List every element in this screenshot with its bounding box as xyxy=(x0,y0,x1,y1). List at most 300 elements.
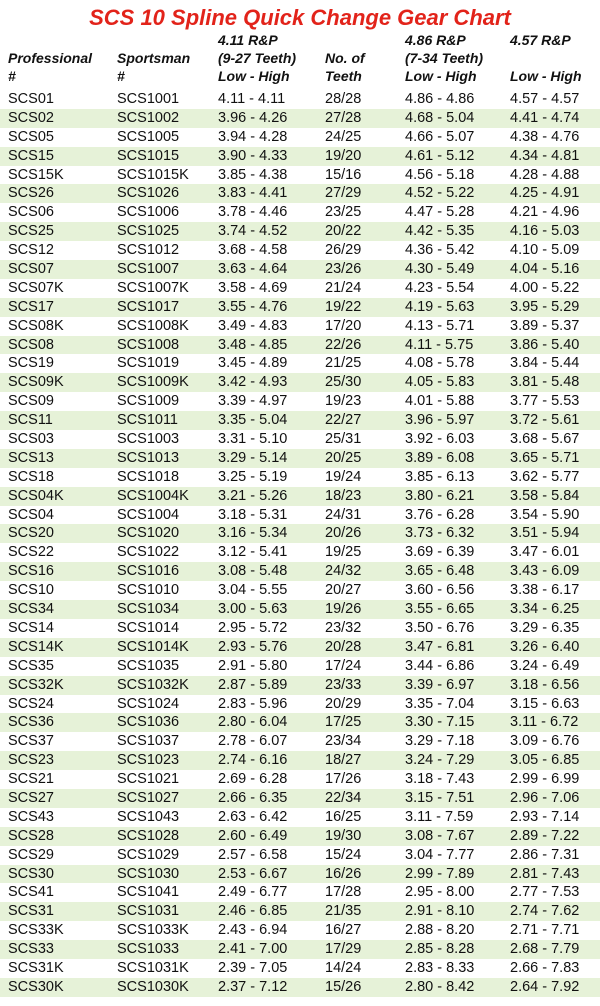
ratio-486-cell: 3.35 - 7.04 xyxy=(405,695,475,712)
professional-part-cell: SCS32K xyxy=(8,676,64,693)
ratio-411-cell: 3.85 - 4.38 xyxy=(218,166,288,183)
ratio-486-cell: 4.68 - 5.04 xyxy=(405,109,475,126)
teeth-count-cell: 16/27 xyxy=(325,922,362,939)
table-row xyxy=(0,846,600,865)
ratio-486-cell: 2.99 - 7.89 xyxy=(405,865,475,882)
table-row xyxy=(0,184,600,203)
ratio-486-cell: 3.08 - 7.67 xyxy=(405,827,475,844)
ratio-457-cell: 2.77 - 7.53 xyxy=(510,884,580,901)
ratio-486-cell: 4.52 - 5.22 xyxy=(405,185,475,202)
professional-part-cell: SCS19 xyxy=(8,355,54,372)
sportsman-part-cell: SCS1018 xyxy=(117,468,180,485)
ratio-457-cell: 3.81 - 5.48 xyxy=(510,374,580,391)
ratio-457-cell: 3.51 - 5.94 xyxy=(510,525,580,542)
sportsman-part-cell: SCS1009K xyxy=(117,374,189,391)
teeth-count-cell: 25/30 xyxy=(325,374,362,391)
sportsman-part-cell: SCS1026 xyxy=(117,185,180,202)
ratio-486-cell: 4.05 - 5.83 xyxy=(405,374,475,391)
header-line: # xyxy=(8,68,16,84)
ratio-411-cell: 3.31 - 5.10 xyxy=(218,431,288,448)
ratio-457-cell: 3.05 - 6.85 xyxy=(510,752,580,769)
professional-part-cell: SCS33K xyxy=(8,922,64,939)
teeth-count-cell: 20/28 xyxy=(325,638,362,655)
header-line: # xyxy=(117,68,125,84)
professional-part-cell: SCS30K xyxy=(8,978,64,995)
table-row xyxy=(0,940,600,959)
table-row xyxy=(0,128,600,147)
professional-part-cell: SCS13 xyxy=(8,449,54,466)
ratio-411-cell: 3.21 - 5.26 xyxy=(218,487,288,504)
teeth-count-cell: 22/34 xyxy=(325,789,362,806)
ratio-486-cell: 3.55 - 6.65 xyxy=(405,601,475,618)
table-row xyxy=(0,638,600,657)
teeth-count-cell: 21/25 xyxy=(325,355,362,372)
sportsman-part-cell: SCS1023 xyxy=(117,752,180,769)
ratio-457-cell: 3.58 - 5.84 xyxy=(510,487,580,504)
professional-part-cell: SCS17 xyxy=(8,298,54,315)
ratio-486-cell: 4.13 - 5.71 xyxy=(405,317,475,334)
ratio-486-cell: 3.73 - 6.32 xyxy=(405,525,475,542)
teeth-count-cell: 23/32 xyxy=(325,619,362,636)
ratio-411-cell: 3.45 - 4.89 xyxy=(218,355,288,372)
teeth-count-cell: 19/23 xyxy=(325,393,362,410)
ratio-486-cell: 4.36 - 5.42 xyxy=(405,242,475,259)
teeth-count-cell: 19/30 xyxy=(325,827,362,844)
teeth-count-cell: 15/16 xyxy=(325,166,362,183)
sportsman-part-cell: SCS1020 xyxy=(117,525,180,542)
ratio-411-cell: 3.04 - 5.55 xyxy=(218,582,288,599)
table-row xyxy=(0,827,600,846)
sportsman-part-cell: SCS1025 xyxy=(117,223,180,240)
ratio-457-cell: 3.65 - 5.71 xyxy=(510,449,580,466)
teeth-count-cell: 17/26 xyxy=(325,771,362,788)
ratio-411-cell: 3.90 - 4.33 xyxy=(218,147,288,164)
professional-part-cell: SCS29 xyxy=(8,846,54,863)
ratio-486-cell: 3.15 - 7.51 xyxy=(405,789,475,806)
sportsman-part-cell: SCS1033K xyxy=(117,922,189,939)
header-line: No. of xyxy=(325,50,365,66)
teeth-count-cell: 24/32 xyxy=(325,563,362,580)
header-line: Low - High xyxy=(510,68,582,84)
professional-part-cell: SCS12 xyxy=(8,242,54,259)
ratio-457-cell: 4.41 - 4.74 xyxy=(510,109,580,126)
teeth-count-cell: 23/25 xyxy=(325,204,362,221)
ratio-411-cell: 2.93 - 5.76 xyxy=(218,638,288,655)
table-row xyxy=(0,808,600,827)
ratio-486-cell: 3.92 - 6.03 xyxy=(405,431,475,448)
professional-part-cell: SCS15K xyxy=(8,166,64,183)
ratio-411-cell: 2.41 - 7.00 xyxy=(218,941,288,958)
ratio-411-cell: 3.63 - 4.64 xyxy=(218,261,288,278)
ratio-486-cell: 3.69 - 6.39 xyxy=(405,544,475,561)
sportsman-part-cell: SCS1007K xyxy=(117,279,189,296)
ratio-411-cell: 3.16 - 5.34 xyxy=(218,525,288,542)
ratio-486-cell: 3.04 - 7.77 xyxy=(405,846,475,863)
ratio-486-cell: 3.11 - 7.59 xyxy=(405,808,474,825)
teeth-count-cell: 24/25 xyxy=(325,128,362,145)
ratio-411-cell: 2.80 - 6.04 xyxy=(218,714,288,731)
ratio-457-cell: 3.89 - 5.37 xyxy=(510,317,580,334)
sportsman-part-cell: SCS1033 xyxy=(117,941,180,958)
ratio-411-cell: 3.83 - 4.41 xyxy=(218,185,288,202)
table-row xyxy=(0,222,600,241)
teeth-count-cell: 19/22 xyxy=(325,298,362,315)
ratio-411-cell: 2.66 - 6.35 xyxy=(218,789,288,806)
sportsman-part-cell: SCS1043 xyxy=(117,808,180,825)
table-row xyxy=(0,203,600,222)
table-row xyxy=(0,695,600,714)
ratio-486-cell: 3.39 - 6.97 xyxy=(405,676,475,693)
ratio-457-cell: 3.09 - 6.76 xyxy=(510,733,580,750)
teeth-count-cell: 20/27 xyxy=(325,582,362,599)
ratio-411-cell: 2.46 - 6.85 xyxy=(218,903,288,920)
ratio-411-cell: 2.39 - 7.05 xyxy=(218,959,288,976)
sportsman-part-cell: SCS1002 xyxy=(117,109,180,126)
table-row xyxy=(0,411,600,430)
teeth-count-cell: 15/26 xyxy=(325,978,362,995)
ratio-486-cell: 3.85 - 6.13 xyxy=(405,468,475,485)
header-sportsman xyxy=(117,30,227,90)
table-row xyxy=(0,166,600,185)
professional-part-cell: SCS24 xyxy=(8,695,54,712)
sportsman-part-cell: SCS1015K xyxy=(117,166,189,183)
table-row xyxy=(0,657,600,676)
ratio-457-cell: 3.24 - 6.49 xyxy=(510,657,580,674)
ratio-457-cell: 3.47 - 6.01 xyxy=(510,544,580,561)
professional-part-cell: SCS34 xyxy=(8,601,54,618)
teeth-count-cell: 16/25 xyxy=(325,808,362,825)
header-professional xyxy=(8,30,118,90)
sportsman-part-cell: SCS1011 xyxy=(117,412,178,429)
teeth-count-cell: 27/28 xyxy=(325,109,362,126)
professional-part-cell: SCS36 xyxy=(8,714,54,731)
ratio-411-cell: 3.78 - 4.46 xyxy=(218,204,288,221)
ratio-411-cell: 3.39 - 4.97 xyxy=(218,393,288,410)
header-line: 4.11 R&P xyxy=(218,32,278,48)
table-row xyxy=(0,336,600,355)
ratio-486-cell: 2.95 - 8.00 xyxy=(405,884,475,901)
professional-part-cell: SCS31K xyxy=(8,959,64,976)
teeth-count-cell: 17/24 xyxy=(325,657,362,674)
ratio-411-cell: 3.29 - 5.14 xyxy=(218,449,288,466)
ratio-411-cell: 2.74 - 6.16 xyxy=(218,752,288,769)
ratio-486-cell: 2.80 - 8.42 xyxy=(405,978,475,995)
sportsman-part-cell: SCS1032K xyxy=(117,676,189,693)
ratio-411-cell: 3.74 - 4.52 xyxy=(218,223,288,240)
ratio-457-cell: 2.99 - 6.99 xyxy=(510,771,580,788)
ratio-457-cell: 3.77 - 5.53 xyxy=(510,393,580,410)
ratio-457-cell: 4.00 - 5.22 xyxy=(510,279,580,296)
ratio-411-cell: 3.68 - 4.58 xyxy=(218,242,288,259)
table-row xyxy=(0,241,600,260)
ratio-457-cell: 2.89 - 7.22 xyxy=(510,827,580,844)
sportsman-part-cell: SCS1008 xyxy=(117,336,180,353)
ratio-486-cell: 4.19 - 5.63 xyxy=(405,298,475,315)
sportsman-part-cell: SCS1007 xyxy=(117,261,180,278)
professional-part-cell: SCS04 xyxy=(8,506,54,523)
professional-part-cell: SCS37 xyxy=(8,733,54,750)
ratio-457-cell: 3.54 - 5.90 xyxy=(510,506,580,523)
ratio-411-cell: 3.42 - 4.93 xyxy=(218,374,288,391)
teeth-count-cell: 19/25 xyxy=(325,544,362,561)
sportsman-part-cell: SCS1014 xyxy=(117,619,180,636)
ratio-411-cell: 3.18 - 5.31 xyxy=(218,506,288,523)
sportsman-part-cell: SCS1037 xyxy=(117,733,180,750)
header-line: Sportsman xyxy=(117,50,191,66)
table-row xyxy=(0,487,600,506)
professional-part-cell: SCS31 xyxy=(8,903,54,920)
sportsman-part-cell: SCS1008K xyxy=(117,317,189,334)
header-line: Low - High xyxy=(218,68,290,84)
sportsman-part-cell: SCS1021 xyxy=(117,771,180,788)
ratio-457-cell: 3.72 - 5.61 xyxy=(510,412,580,429)
ratio-411-cell: 2.69 - 6.28 xyxy=(218,771,288,788)
ratio-486-cell: 3.29 - 7.18 xyxy=(405,733,475,750)
table-row xyxy=(0,883,600,902)
teeth-count-cell: 28/28 xyxy=(325,91,362,107)
teeth-count-cell: 14/24 xyxy=(325,959,362,976)
ratio-457-cell: 4.28 - 4.88 xyxy=(510,166,580,183)
ratio-457-cell: 4.38 - 4.76 xyxy=(510,128,580,145)
table-row xyxy=(0,468,600,487)
professional-part-cell: SCS35 xyxy=(8,657,54,674)
table-row xyxy=(0,354,600,373)
ratio-486-cell: 4.56 - 5.18 xyxy=(405,166,475,183)
table-row xyxy=(0,109,600,128)
ratio-411-cell: 2.95 - 5.72 xyxy=(218,619,288,636)
professional-part-cell: SCS30 xyxy=(8,865,54,882)
table-row xyxy=(0,392,600,411)
page-title: SCS 10 Spline Quick Change Gear Chart xyxy=(89,5,511,30)
ratio-411-cell: 2.78 - 6.07 xyxy=(218,733,288,750)
sportsman-part-cell: SCS1005 xyxy=(117,128,180,145)
ratio-411-cell: 4.11 - 4.11 xyxy=(218,91,286,107)
ratio-486-cell: 3.89 - 6.08 xyxy=(405,449,475,466)
ratio-457-cell: 2.93 - 7.14 xyxy=(510,808,580,825)
ratio-457-cell: 4.10 - 5.09 xyxy=(510,242,580,259)
professional-part-cell: SCS03 xyxy=(8,431,54,448)
ratio-486-cell: 4.11 - 5.75 xyxy=(405,336,474,353)
ratio-486-cell: 3.60 - 6.56 xyxy=(405,582,475,599)
header-486-rp xyxy=(405,30,515,90)
professional-part-cell: SCS41 xyxy=(8,884,54,901)
professional-part-cell: SCS08 xyxy=(8,336,54,353)
header-line: 4.86 R&P xyxy=(405,32,466,48)
sportsman-part-cell: SCS1036 xyxy=(117,714,180,731)
table-row xyxy=(0,373,600,392)
teeth-count-cell: 19/24 xyxy=(325,468,362,485)
table-row xyxy=(0,619,600,638)
ratio-486-cell: 4.01 - 5.88 xyxy=(405,393,475,410)
professional-part-cell: SCS06 xyxy=(8,204,54,221)
header-line: Teeth xyxy=(325,68,362,84)
ratio-457-cell: 3.86 - 5.40 xyxy=(510,336,580,353)
ratio-486-cell: 3.30 - 7.15 xyxy=(405,714,475,731)
professional-part-cell: SCS01 xyxy=(8,91,54,107)
professional-part-cell: SCS15 xyxy=(8,147,54,164)
sportsman-part-cell: SCS1041 xyxy=(117,884,180,901)
table-row xyxy=(0,713,600,732)
ratio-457-cell: 3.18 - 6.56 xyxy=(510,676,580,693)
gear-table-body xyxy=(0,90,600,997)
professional-part-cell: SCS16 xyxy=(8,563,54,580)
professional-part-cell: SCS22 xyxy=(8,544,54,561)
teeth-count-cell: 18/23 xyxy=(325,487,362,504)
professional-part-cell: SCS09K xyxy=(8,374,64,391)
sportsman-part-cell: SCS1003 xyxy=(117,431,180,448)
professional-part-cell: SCS43 xyxy=(8,808,54,825)
sportsman-part-cell: SCS1028 xyxy=(117,827,180,844)
professional-part-cell: SCS20 xyxy=(8,525,54,542)
header-line: Low - High xyxy=(405,68,477,84)
ratio-457-cell: 3.95 - 5.29 xyxy=(510,298,580,315)
ratio-486-cell: 3.50 - 6.76 xyxy=(405,619,475,636)
sportsman-part-cell: SCS1029 xyxy=(117,846,180,863)
sportsman-part-cell: SCS1015 xyxy=(117,147,180,164)
ratio-457-cell: 4.21 - 4.96 xyxy=(510,204,580,221)
teeth-count-cell: 20/25 xyxy=(325,449,362,466)
sportsman-part-cell: SCS1030K xyxy=(117,978,189,995)
teeth-count-cell: 20/22 xyxy=(325,223,362,240)
sportsman-part-cell: SCS1016 xyxy=(117,563,180,580)
ratio-457-cell: 3.15 - 6.63 xyxy=(510,695,580,712)
teeth-count-cell: 19/26 xyxy=(325,601,362,618)
sportsman-part-cell: SCS1009 xyxy=(117,393,180,410)
teeth-count-cell: 25/31 xyxy=(325,431,362,448)
table-row xyxy=(0,978,600,997)
ratio-486-cell: 4.23 - 5.54 xyxy=(405,279,475,296)
ratio-411-cell: 2.83 - 5.96 xyxy=(218,695,288,712)
ratio-411-cell: 3.08 - 5.48 xyxy=(218,563,288,580)
teeth-count-cell: 16/26 xyxy=(325,865,362,882)
ratio-457-cell: 4.04 - 5.16 xyxy=(510,261,580,278)
sportsman-part-cell: SCS1019 xyxy=(117,355,180,372)
sportsman-part-cell: SCS1004 xyxy=(117,506,180,523)
professional-part-cell: SCS07K xyxy=(8,279,64,296)
table-row xyxy=(0,921,600,940)
header-line: Professional xyxy=(8,50,93,66)
sportsman-part-cell: SCS1004K xyxy=(117,487,189,504)
table-row xyxy=(0,865,600,884)
ratio-411-cell: 2.60 - 6.49 xyxy=(218,827,288,844)
teeth-count-cell: 19/20 xyxy=(325,147,362,164)
ratio-486-cell: 3.44 - 6.86 xyxy=(405,657,475,674)
teeth-count-cell: 21/24 xyxy=(325,279,362,296)
sportsman-part-cell: SCS1034 xyxy=(117,601,180,618)
ratio-411-cell: 3.12 - 5.41 xyxy=(218,544,288,561)
ratio-486-cell: 3.24 - 7.29 xyxy=(405,752,475,769)
professional-part-cell: SCS11 xyxy=(8,412,53,429)
ratio-411-cell: 2.63 - 6.42 xyxy=(218,808,288,825)
ratio-411-cell: 3.48 - 4.85 xyxy=(218,336,288,353)
ratio-457-cell: 4.16 - 5.03 xyxy=(510,223,580,240)
ratio-486-cell: 3.47 - 6.81 xyxy=(405,638,475,655)
sportsman-part-cell: SCS1014K xyxy=(117,638,189,655)
professional-part-cell: SCS08K xyxy=(8,317,64,334)
professional-part-cell: SCS23 xyxy=(8,752,54,769)
header-line: (7-34 Teeth) xyxy=(405,50,484,66)
ratio-411-cell: 3.35 - 5.04 xyxy=(218,412,288,429)
ratio-411-cell: 3.55 - 4.76 xyxy=(218,298,288,315)
professional-part-cell: SCS14K xyxy=(8,638,64,655)
ratio-486-cell: 3.96 - 5.97 xyxy=(405,412,475,429)
header-line: (9-27 Teeth) xyxy=(218,50,297,66)
table-row xyxy=(0,959,600,978)
ratio-486-cell: 4.08 - 5.78 xyxy=(405,355,475,372)
ratio-486-cell: 3.65 - 6.48 xyxy=(405,563,475,580)
ratio-486-cell: 4.47 - 5.28 xyxy=(405,204,475,221)
teeth-count-cell: 23/34 xyxy=(325,733,362,750)
table-row xyxy=(0,317,600,336)
ratio-457-cell: 2.68 - 7.79 xyxy=(510,941,580,958)
ratio-457-cell: 2.64 - 7.92 xyxy=(510,978,580,995)
teeth-count-cell: 23/26 xyxy=(325,261,362,278)
ratio-486-cell: 2.83 - 8.33 xyxy=(405,959,475,976)
teeth-count-cell: 17/29 xyxy=(325,941,362,958)
ratio-411-cell: 3.58 - 4.69 xyxy=(218,279,288,296)
sportsman-part-cell: SCS1006 xyxy=(117,204,180,221)
ratio-457-cell: 4.25 - 4.91 xyxy=(510,185,580,202)
table-row xyxy=(0,543,600,562)
ratio-457-cell: 2.71 - 7.71 xyxy=(510,922,580,939)
teeth-count-cell: 15/24 xyxy=(325,846,362,863)
teeth-count-cell: 20/29 xyxy=(325,695,362,712)
table-row xyxy=(0,902,600,921)
ratio-411-cell: 3.25 - 5.19 xyxy=(218,468,288,485)
ratio-486-cell: 2.85 - 8.28 xyxy=(405,941,475,958)
table-row xyxy=(0,581,600,600)
teeth-count-cell: 20/26 xyxy=(325,525,362,542)
professional-part-cell: SCS10 xyxy=(8,582,54,599)
ratio-457-cell: 2.74 - 7.62 xyxy=(510,903,580,920)
sportsman-part-cell: SCS1013 xyxy=(117,449,180,466)
ratio-457-cell: 2.66 - 7.83 xyxy=(510,959,580,976)
table-row xyxy=(0,524,600,543)
table-row xyxy=(0,751,600,770)
header-411-rp xyxy=(218,30,328,90)
table-row xyxy=(0,562,600,581)
teeth-count-cell: 21/35 xyxy=(325,903,362,920)
teeth-count-cell: 22/26 xyxy=(325,336,362,353)
ratio-486-cell: 2.91 - 8.10 xyxy=(405,903,475,920)
teeth-count-cell: 24/31 xyxy=(325,506,362,523)
ratio-457-cell: 4.34 - 4.81 xyxy=(510,147,580,164)
professional-part-cell: SCS26 xyxy=(8,185,54,202)
ratio-457-cell: 3.11 - 6.72 xyxy=(510,714,579,731)
ratio-411-cell: 3.94 - 4.28 xyxy=(218,128,288,145)
table-row xyxy=(0,260,600,279)
ratio-486-cell: 4.66 - 5.07 xyxy=(405,128,475,145)
ratio-457-cell: 3.29 - 6.35 xyxy=(510,619,580,636)
sportsman-part-cell: SCS1030 xyxy=(117,865,180,882)
ratio-411-cell: 2.43 - 6.94 xyxy=(218,922,288,939)
professional-part-cell: SCS27 xyxy=(8,789,54,806)
teeth-count-cell: 26/29 xyxy=(325,242,362,259)
professional-part-cell: SCS05 xyxy=(8,128,54,145)
table-header xyxy=(0,30,600,90)
ratio-457-cell: 2.86 - 7.31 xyxy=(510,846,580,863)
ratio-411-cell: 3.96 - 4.26 xyxy=(218,109,288,126)
ratio-486-cell: 4.86 - 4.86 xyxy=(405,91,475,107)
sportsman-part-cell: SCS1031K xyxy=(117,959,189,976)
professional-part-cell: SCS04K xyxy=(8,487,64,504)
sportsman-part-cell: SCS1024 xyxy=(117,695,180,712)
ratio-411-cell: 2.57 - 6.58 xyxy=(218,846,288,863)
table-row xyxy=(0,676,600,695)
ratio-411-cell: 2.49 - 6.77 xyxy=(218,884,288,901)
sportsman-part-cell: SCS1035 xyxy=(117,657,180,674)
ratio-486-cell: 3.76 - 6.28 xyxy=(405,506,475,523)
